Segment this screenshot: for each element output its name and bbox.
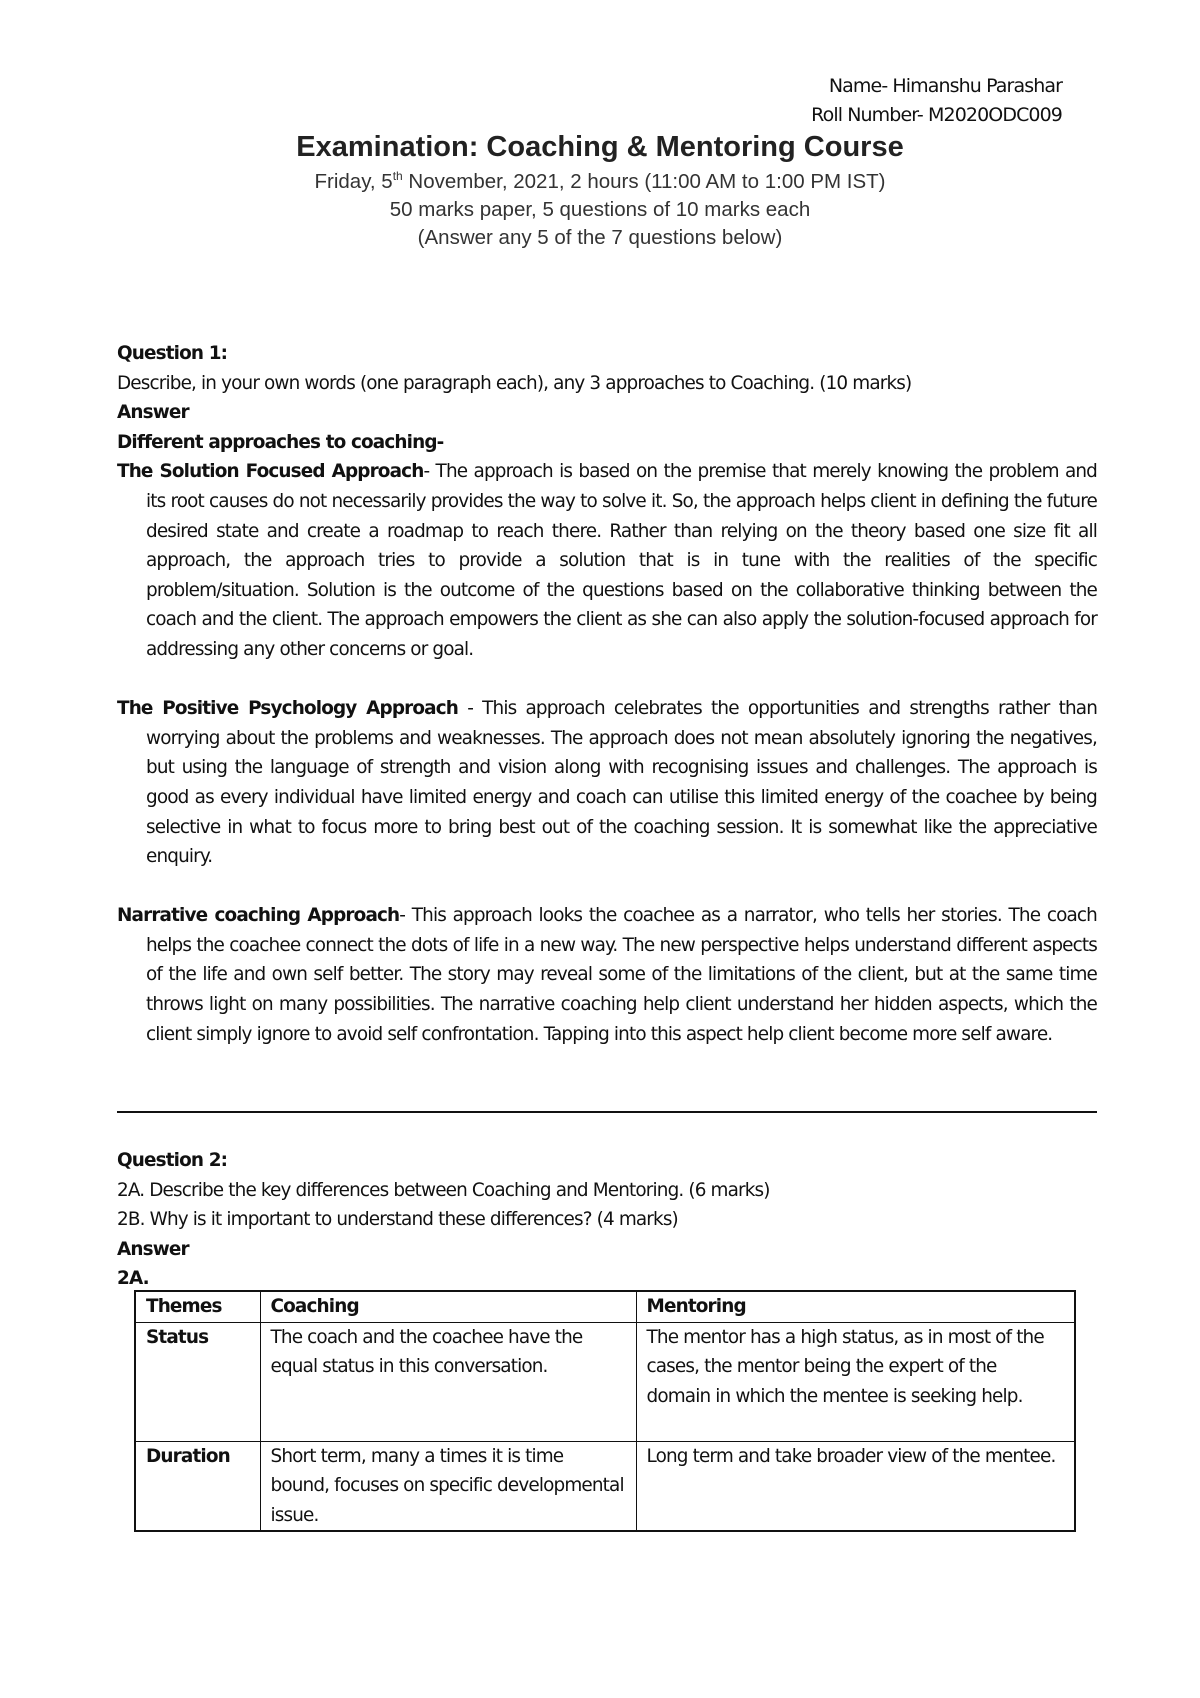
approach-text: - This approach looks the coachee as a narrator, who tells her stories. The coach helps the coachee connect the dots of life in a new way. The new perspective helps understand different aspects of the life and own self better. The story may reveal some of the limitations of the client, but at the same time throws light on many possibilities. The narrative coaching help client understand her hidden aspects, which the client simply ignore to avoid self confrontation. Tapping into this aspect help client become more self aware. bbox=[146, 905, 1097, 1045]
column-header-mentoring: Mentoring bbox=[636, 1291, 1075, 1322]
answer-part-2a-label: 2A. bbox=[117, 1268, 149, 1290]
date-ordinal: th bbox=[392, 169, 403, 183]
exam-marks-line: 50 marks paper, 5 questions of 10 marks each bbox=[389, 198, 811, 221]
approaches-intro: Different approaches to coaching- bbox=[117, 431, 444, 453]
question-1-heading: Question 1: bbox=[117, 343, 228, 364]
theme-cell: Duration bbox=[135, 1441, 260, 1531]
date-prefix: Friday, 5 bbox=[314, 170, 393, 193]
mentoring-cell: The mentor has a high status, as in most of the cases, the mentor being the expert of the domain in which the mentee is seeking help. bbox=[636, 1322, 1075, 1441]
table-row bbox=[135, 1322, 1075, 1441]
coaching-cell: Short term, many a times it is time bound, focuses on specific developmental issue. bbox=[260, 1441, 636, 1531]
roll-number: Roll Number- M2020ODC009 bbox=[811, 104, 1062, 126]
question-2-heading: Question 2: bbox=[117, 1150, 228, 1171]
approach-title: Narrative coaching Approach bbox=[117, 905, 400, 927]
paragraph-spacer bbox=[117, 872, 1097, 902]
question-2-answer-label: Answer bbox=[117, 1238, 189, 1260]
column-header-coaching: Coaching bbox=[260, 1291, 636, 1322]
question-2-section bbox=[117, 1146, 1097, 1294]
question-2a-prompt: 2A. Describe the key differences between Coaching and Mentoring. (6 marks) bbox=[117, 1179, 770, 1201]
exam-title: Examination: Coaching & Mentoring Course bbox=[296, 131, 904, 163]
date-suffix: November, 2021, 2 hours (11:00 AM to 1:00 PM IST) bbox=[402, 170, 886, 193]
theme-cell: Status bbox=[135, 1322, 260, 1441]
question-1-section bbox=[117, 339, 1097, 1049]
approach-positive-psychology bbox=[117, 694, 1097, 872]
approach-text: - The approach is based on the premise that merely knowing the problem and its root causes do not necessarily provides the way to solve it. So, the approach helps client in defining the future desired state and create a roadmap to reach there. Rather than relying on the theory based one size fit all approach, the approach tries to provide a solution that is in tune with the realities of the specific problem/situation. Solution is the outcome of the questions based on the collaborative thinking between the coach and the client. The approach empowers the client as she can also apply the solution-focused approach for addressing any other concerns or goal. bbox=[146, 461, 1098, 660]
question-2b-prompt: 2B. Why is it important to understand these differences? (4 marks) bbox=[117, 1209, 678, 1231]
exam-instruction-line: (Answer any 5 of the 7 questions below) bbox=[417, 226, 783, 249]
table-header-row bbox=[135, 1291, 1075, 1322]
coaching-vs-mentoring-table bbox=[134, 1290, 1076, 1532]
question-1-prompt: Describe, in your own words (one paragraph each), any 3 approaches to Coaching. (10 marks) bbox=[117, 372, 912, 394]
approach-title: The Positive Psychology Approach bbox=[117, 698, 459, 720]
approach-solution-focused bbox=[117, 457, 1097, 664]
approach-text: - This approach celebrates the opportunities and strengths rather than worrying about the problems and weaknesses. The approach does not mean absolutely ignoring the negatives, but using the language of strength and vision along with recognising issues and challenges. The approach is good as every individual have limited energy and coach can utilise this limited energy of the coachee by being selective in what to focus more to bring best out of the coaching session. It is somewhat like the appreciative enquiry. bbox=[146, 698, 1097, 868]
approach-narrative bbox=[117, 901, 1097, 1049]
question-1-answer-label: Answer bbox=[117, 402, 189, 424]
paragraph-spacer bbox=[117, 665, 1097, 695]
mentoring-cell: Long term and take broader view of the mentee. bbox=[636, 1441, 1075, 1531]
student-name: Name- Himanshu Parashar bbox=[828, 75, 1062, 97]
section-divider bbox=[117, 1111, 1097, 1113]
column-header-themes: Themes bbox=[135, 1291, 260, 1322]
exam-date-line bbox=[0, 170, 1200, 194]
approach-title: The Solution Focused Approach bbox=[117, 461, 424, 483]
table-row bbox=[135, 1441, 1075, 1531]
coaching-cell: The coach and the coachee have the equal status in this conversation. bbox=[260, 1322, 636, 1441]
